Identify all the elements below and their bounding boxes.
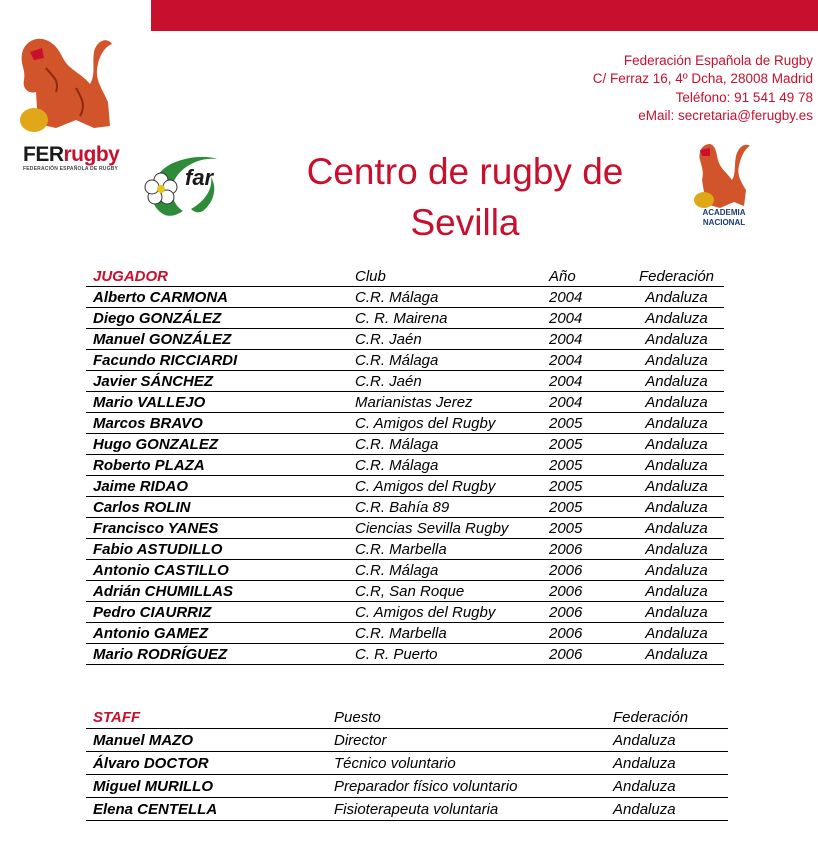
player-name: Antonio CASTILLO <box>93 561 229 579</box>
player-club: C.R. Jaén <box>355 330 422 348</box>
player-name: Carlos ROLIN <box>93 498 191 516</box>
player-club: C. Amigos del Rugby <box>355 414 496 432</box>
staff-name: Álvaro DOCTOR <box>93 754 209 772</box>
player-club: C. R. Mairena <box>355 309 448 327</box>
player-federation: Andaluza <box>645 435 708 453</box>
player-name: Adrián CHUMILLAS <box>93 582 233 600</box>
table-row <box>86 518 724 539</box>
player-federation: Andaluza <box>645 288 708 306</box>
staff-table <box>86 706 728 821</box>
player-federation: Andaluza <box>645 540 708 558</box>
table-row <box>86 371 724 392</box>
staff-name: Miguel MURILLO <box>93 777 213 795</box>
staff-federation: Andaluza <box>613 731 676 749</box>
table-row <box>86 455 724 476</box>
player-club: C. Amigos del Rugby <box>355 603 496 621</box>
staff-name: Manuel MAZO <box>93 731 193 749</box>
table-row <box>86 560 724 581</box>
player-club: C.R. Málaga <box>355 288 439 306</box>
players-header-row <box>86 266 724 287</box>
table-row <box>86 623 724 644</box>
players-table <box>86 266 724 665</box>
player-club: Ciencias Sevilla Rugby <box>355 519 509 537</box>
header-red-bar <box>151 0 818 31</box>
player-club: C.R. Málaga <box>355 351 439 369</box>
player-federation: Andaluza <box>645 309 708 327</box>
player-name: Marcos BRAVO <box>93 414 203 432</box>
table-row <box>86 392 724 413</box>
fer-logo-subtitle: FEDERACIÓN ESPAÑOLA DE RUGBY <box>23 166 119 172</box>
col-header-staff: STAFF <box>93 708 141 726</box>
player-year: 2004 <box>549 351 583 369</box>
table-row <box>86 581 724 602</box>
player-federation: Andaluza <box>645 603 708 621</box>
player-club: C.R. Málaga <box>355 561 439 579</box>
player-year: 2006 <box>549 582 583 600</box>
staff-federation: Andaluza <box>613 777 676 795</box>
federation-contact-block <box>593 52 813 125</box>
player-federation: Andaluza <box>645 456 708 474</box>
player-federation: Andaluza <box>645 477 708 495</box>
table-row <box>86 729 728 752</box>
player-federation: Andaluza <box>645 519 708 537</box>
table-row <box>86 798 728 821</box>
table-row <box>86 287 724 308</box>
col-header-ano: Año <box>549 267 576 285</box>
player-year: 2004 <box>549 309 583 327</box>
table-row <box>86 602 724 623</box>
player-name: Facundo RICCIARDI <box>93 351 238 369</box>
staff-role: Director <box>334 731 387 749</box>
player-club: C.R. Marbella <box>355 540 447 558</box>
staff-header-row <box>86 706 728 729</box>
table-row <box>86 476 724 497</box>
table-row <box>86 775 728 798</box>
player-name: Roberto PLAZA <box>93 456 205 474</box>
table-row <box>86 308 724 329</box>
player-federation: Andaluza <box>645 330 708 348</box>
player-federation: Andaluza <box>645 351 708 369</box>
player-name: Javier SÁNCHEZ <box>93 372 214 390</box>
table-row <box>86 413 724 434</box>
player-year: 2005 <box>549 519 583 537</box>
staff-federation: Andaluza <box>613 754 676 772</box>
table-row <box>86 329 724 350</box>
organization-address: C/ Ferraz 16, 4º Dcha, 28008 Madrid <box>592 71 813 87</box>
player-club: C.R. Bahía 89 <box>355 498 450 516</box>
player-year: 2004 <box>549 330 583 348</box>
staff-name: Elena CENTELLA <box>93 800 218 818</box>
player-name: Fabio ASTUDILLO <box>93 540 223 558</box>
organization-name: Federación Española de Rugby <box>623 53 813 68</box>
player-year: 2006 <box>549 603 583 621</box>
organization-phone: Teléfono: 91 541 49 78 <box>675 89 813 105</box>
player-club: C.R. Jaén <box>355 372 422 390</box>
player-federation: Andaluza <box>645 582 708 600</box>
col-header-jugador: JUGADOR <box>93 267 169 285</box>
player-name: Hugo GONZALEZ <box>93 435 218 453</box>
table-row <box>86 350 724 371</box>
player-name: Diego GONZÁLEZ <box>93 309 222 327</box>
table-row <box>86 644 724 665</box>
staff-role: Preparador físico voluntario <box>334 777 518 795</box>
player-year: 2005 <box>549 435 583 453</box>
player-club: C.R. Marbella <box>355 624 447 642</box>
far-federation-logo-icon <box>125 145 243 223</box>
fer-rugby-wordmark: FERrugby <box>23 143 120 166</box>
player-federation: Andaluza <box>645 393 708 411</box>
player-federation: Andaluza <box>645 645 708 663</box>
col-header-federacion: Federación <box>638 267 715 285</box>
player-year: 2004 <box>549 288 583 306</box>
player-club: C.R. Málaga <box>355 456 439 474</box>
table-row <box>86 434 724 455</box>
player-year: 2005 <box>549 477 583 495</box>
player-federation: Andaluza <box>645 372 708 390</box>
player-club: C.R. Málaga <box>355 435 439 453</box>
player-year: 2006 <box>549 540 583 558</box>
player-club: C.R, San Roque <box>355 582 465 600</box>
col-header-club: Club <box>355 267 386 285</box>
table-row <box>86 752 728 775</box>
organization-email: eMail: secretaria@ferugby.es <box>638 107 813 123</box>
staff-role: Técnico voluntario <box>334 754 456 772</box>
player-federation: Andaluza <box>645 498 708 516</box>
player-year: 2005 <box>549 498 583 516</box>
player-name: Alberto CARMONA <box>93 288 228 306</box>
player-name: Francisco YANES <box>93 519 219 537</box>
staff-federation: Andaluza <box>613 800 676 818</box>
player-year: 2006 <box>549 645 583 663</box>
col-header-federacion: Federación <box>613 708 689 726</box>
academia-label-line1: ACADEMIA <box>702 208 746 217</box>
staff-role: Fisioterapeuta voluntaria <box>334 800 499 818</box>
academia-label-line2: NACIONAL <box>702 218 746 227</box>
player-name: Jaime RIDAO <box>93 477 189 495</box>
table-row <box>86 497 724 518</box>
player-federation: Andaluza <box>645 561 708 579</box>
player-club: Marianistas Jerez <box>355 393 473 411</box>
table-row <box>86 539 724 560</box>
page-title: Centro de rugby de Sevilla <box>306 151 624 243</box>
player-club: C. Amigos del Rugby <box>355 477 496 495</box>
player-federation: Andaluza <box>645 624 708 642</box>
player-club: C. R. Puerto <box>355 645 438 663</box>
player-year: 2006 <box>549 561 583 579</box>
player-name: Antonio GAMEZ <box>93 624 208 642</box>
player-year: 2005 <box>549 456 583 474</box>
player-name: Pedro CIAURRIZ <box>93 603 212 621</box>
player-name: Mario VALLEJO <box>93 393 206 411</box>
player-name: Mario RODRÍGUEZ <box>93 645 228 663</box>
col-header-puesto: Puesto <box>334 708 381 726</box>
far-logo-text: far <box>185 165 214 190</box>
player-name: Manuel GONZÁLEZ <box>93 330 232 348</box>
player-year: 2004 <box>549 372 583 390</box>
player-year: 2006 <box>549 624 583 642</box>
player-year: 2004 <box>549 393 583 411</box>
player-year: 2005 <box>549 414 583 432</box>
player-federation: Andaluza <box>645 414 708 432</box>
